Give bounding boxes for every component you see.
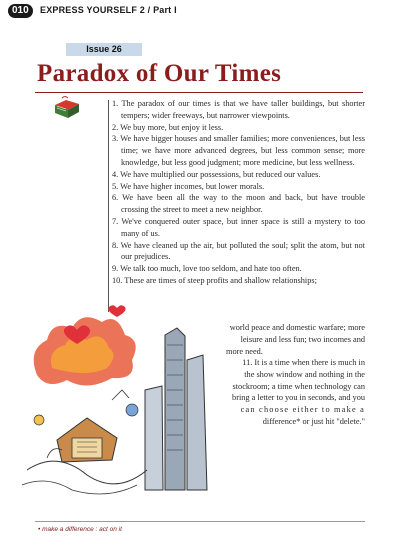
text-line: world peace and domestic warfare; more — [229, 323, 365, 332]
text-line: 11. It is a time when there is much in — [242, 358, 365, 367]
text-line: leisure and less fun; two incomes and — [240, 334, 365, 344]
text-line: more need. — [226, 346, 263, 356]
list-item: 7. We've conquered outer space, but inner space is still a mystery to too many of us. — [112, 216, 365, 238]
footnote: • make a difference : act on it — [38, 526, 122, 533]
list-item: 3. We have bigger houses and smaller families; more conveniences, but less time; we have more advanced degrees, but less common sense; more knowledge, but less good judgment; more medicine, but less wellness. — [112, 134, 365, 167]
list-item: 1. The paradox of our times is that we have taller buildings, but shorter tempers; wider freeways, but narrower viewpoints. — [112, 99, 365, 120]
list-item: 10. These are times of steep profits and shallow relationships; — [112, 275, 317, 285]
page-title: Paradox of Our Times — [37, 60, 282, 87]
city-chaos-illustration — [17, 300, 217, 500]
margin-rule — [108, 100, 109, 312]
list-item: 8. We have cleaned up the air, but polluted the soul; split the atom, but not our prejudices. — [112, 240, 365, 262]
issue-label: Issue 26 — [66, 43, 142, 56]
book-icon — [52, 95, 82, 121]
title-underline — [35, 92, 363, 93]
list-item: 9. We talk too much, love too seldom, and hate too often. — [112, 264, 302, 274]
footer-rule — [35, 521, 365, 522]
text-line: can choose either to make a — [240, 405, 365, 415]
list-item: 2. We buy more, but enjoy it less. — [112, 122, 224, 132]
paradox-list — [112, 98, 365, 287]
header-bar — [0, 0, 400, 22]
list-item: 6. We have been all the way to the moon and back, but have trouble crossing the street to meet a new neighbor. — [112, 193, 365, 215]
text-line: stockroom; a time when technology can — [232, 381, 365, 391]
text-line: difference* or just hit "delete." — [262, 416, 365, 426]
text-line: bring a letter to you in seconds, and you — [232, 393, 365, 403]
text-line: the show window and nothing in the — [244, 369, 365, 379]
item11 — [200, 357, 365, 428]
list-item: 4. We have multiplied our possessions, but reduced our values. — [112, 169, 321, 179]
page-number-badge: 010 — [8, 4, 33, 18]
list-item: 5. We have higher incomes, but lower morals. — [112, 181, 265, 191]
running-head: EXPRESS YOURSELF 2 / Part I — [40, 5, 177, 15]
